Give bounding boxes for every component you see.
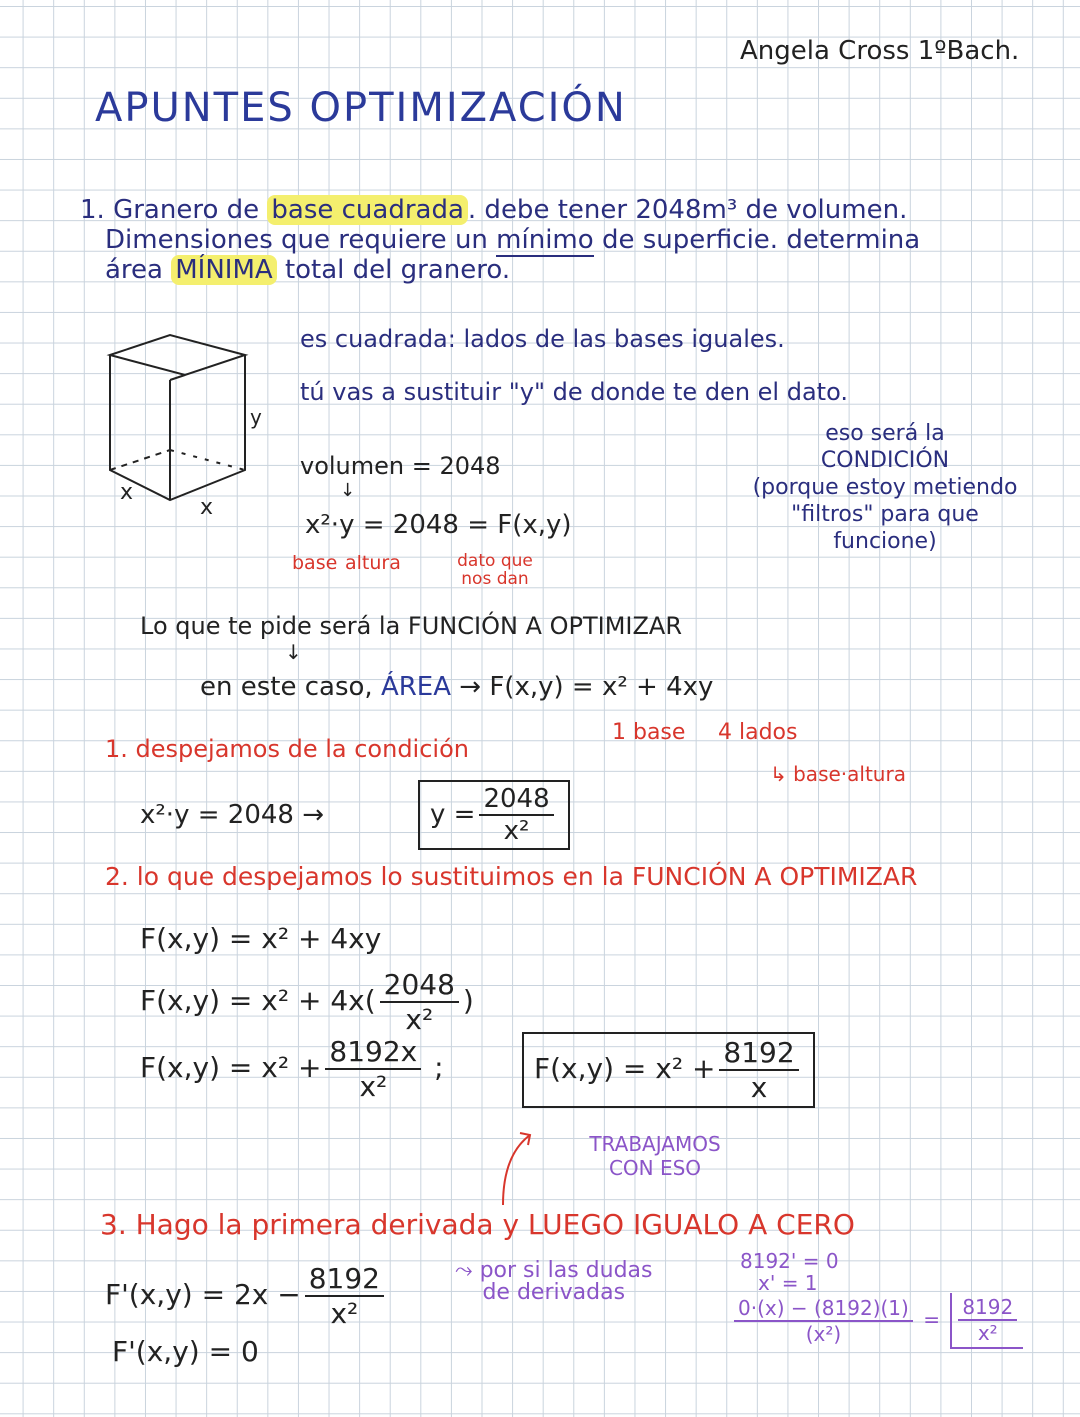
denominator: x [750,1071,768,1104]
underlined: mínimo [496,225,594,255]
denominator: x² [503,816,530,846]
hint [455,1260,653,1304]
text: área [105,255,163,285]
edge-y-label: y [250,405,262,429]
derivative-zero: F'(x,y) = 0 [112,1335,259,1368]
highlight: MÍNIMA [171,255,276,285]
note: es cuadrada: lados de las bases iguales. [300,325,785,353]
numerator: 8192 [719,1036,798,1071]
text: y = [430,799,476,830]
fraction [325,1035,421,1103]
text: de derivadas [482,1280,626,1305]
quotient-fraction [730,1293,1027,1349]
fraction [734,1296,913,1346]
condition-eq: x²·y = 2048 = F(x,y) [305,510,572,540]
step2-result-box [522,1032,815,1108]
numerator: 8192 [958,1295,1017,1321]
function-line [200,672,713,702]
text: Dimensiones que requiere un [105,225,488,255]
label-altura: altura [345,552,401,574]
text: F'(x,y) = 2x − [105,1278,301,1311]
text: ; [434,1051,444,1084]
step1-result-box [418,780,570,850]
text: → F(x,y) = x² + 4xy [459,672,714,702]
step2-line2: F(x,y) = x² + 4x( $\frac{2048}{\text{x²}}$ ) [140,968,474,1036]
text: eso será la [825,421,945,446]
arrow-icon: ↓ [340,480,356,501]
fraction [479,784,553,846]
note: tú vas a sustituir "y" de donde te den el dato. [300,378,848,406]
step2-line3 [140,1035,444,1103]
fraction [380,968,459,1036]
result-fraction [950,1293,1023,1349]
label-base: base [292,552,338,574]
text: x' = 1 [758,1271,818,1295]
label-1-base: 1 base [612,720,686,745]
area-word: ÁREA [380,672,452,702]
fraction [305,1262,384,1330]
step2-line1: F(x,y) = x² + 4xy [140,922,382,955]
problem-statement [80,195,920,285]
arrow-icon [495,1125,545,1210]
denominator: x² [359,1070,388,1103]
text: en este caso, [200,672,373,702]
side-note [740,420,1030,555]
label-base-altura: ↳ base·altura [770,762,906,786]
denominator: x² [977,1321,998,1345]
numerator: 8192x [325,1035,421,1070]
label-4-lados: 4 lados [718,720,798,745]
page-title: APUNTES OPTIMIZACIÓN [95,85,627,131]
fraction [719,1036,798,1104]
function-heading: Lo que te pide será la FUNCIÓN A OPTIMIZAR [140,612,683,640]
text: total del granero. [284,255,511,285]
text: "filtros" para que [791,502,979,527]
denominator: (x²) [805,1322,842,1346]
step3-title: 3. Hago la primera derivada y LUEGO IGUALO A CERO [100,1208,855,1241]
numerator: 0·(x) − (8192)(1) [734,1296,913,1322]
derivative-line [105,1262,388,1330]
highlight: base cuadrada [267,195,468,225]
work-with-this-note: TRABAJAMOS CON ESO [589,1132,721,1180]
edge-x-label: x [120,480,134,505]
text: F(x,y) = x² + [140,1051,322,1084]
label-dato: dato que nos dan [457,551,533,589]
step1-title: 1. despejamos de la condición [105,735,469,763]
numerator: 2048 [380,968,459,1003]
arrow-icon: ↓ [285,640,302,664]
numerator: 2048 [479,784,553,816]
step1-eq: x²·y = 2048 → [140,800,324,830]
text: funcione) [833,529,937,554]
problem-number: 1. [80,195,105,225]
author: Angela Cross 1ºBach. [740,36,1020,66]
quotient-rule-work [740,1250,839,1294]
volume-eq: volumen = 2048 [300,452,501,480]
text: CONDICIÓN [820,448,950,473]
text: (porque estoy metiendo [752,475,1018,500]
denominator: x² [330,1297,359,1330]
numerator: 8192 [305,1262,384,1297]
text: Granero de [113,195,260,225]
text: 8192' = 0 [740,1249,839,1273]
text: = [923,1307,940,1332]
edge-x-label: x [200,495,214,520]
text: ⤳ por si las dudas [455,1258,653,1283]
text: F(x,y) = x² + 4x [140,984,365,1017]
text: F(x,y) = x² + [534,1052,716,1085]
step2-title: 2. lo que despejamos lo sustituimos en la FUNCIÓN A OPTIMIZAR [105,862,918,891]
denominator: x² [405,1003,434,1036]
text: de superficie. determina [601,225,921,255]
text: . debe tener 2048m³ de volumen. [467,195,908,225]
